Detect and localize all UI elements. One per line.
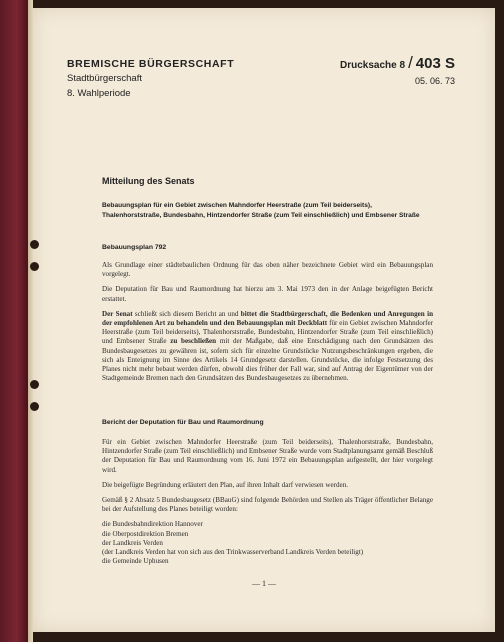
paragraph: Als Grundlage einer städtebaulichen Ordnung für das oben näher bezeichnete Gebiet wird ein Bebauungsplan vorgelegt. (102, 261, 433, 279)
legislative-period: 8. Wahlperiode (67, 88, 131, 99)
punch-hole (30, 262, 39, 271)
drucksache (340, 53, 455, 73)
plan-number: Bebauungsplan 792 (102, 244, 167, 251)
paragraph: Die Deputation für Bau und Raumordnung hat hierzu am 3. Mai 1973 den in der Anlage beigefügten Bericht erstattet. (102, 285, 433, 303)
drucksache-number: 403 S (415, 55, 455, 72)
paragraph: Die beigefügte Begründung erläutert den Plan, auf ihren Inhalt darf verwiesen werden. (102, 480, 349, 489)
punch-hole (30, 402, 39, 411)
drucksache-label: Drucksache 8 (340, 60, 406, 71)
document-subject: Bebauungsplan für ein Gebiet zwischen Mahndorfer Heerstraße (zum Teil beiderseits), Thalenhorststraße, Bundesbahn, Hintzendorfer Straße (zum Teil einschließlich) und Embsener Straße (102, 202, 420, 219)
page-number: — 1 — (252, 579, 276, 588)
authorities-list (102, 520, 433, 566)
divider: / (408, 53, 413, 72)
paragraph: Für ein Gebiet zwischen Mahndorfer Heerstraße (zum Teil beiderseits), Thalenhorststraße, Bundesbahn, Hintzendorfer Straße (zum Teil einschließlich) und Embsener Straße wurde vom Stadtplanungsamt gemäß Beschluß der Deputation für Bau und Raumordnung vom 16. Juni 1972 ein Bebauungsplan aufgestellt, der hier vorgelegt wird. (102, 438, 433, 474)
binder-strip (0, 0, 28, 642)
document-page (33, 8, 495, 632)
document-date: 05. 06. 73 (414, 76, 455, 86)
paragraph: Gemäß § 2 Absatz 5 Bundesbaugesetz (BBauG) sind folgende Behörden und Stellen als Träger öffentlicher Belange bei der Aufstellung des Planes beteiligt worden: (102, 496, 433, 514)
report-body (102, 438, 433, 566)
list-item: (der Landkreis Verden hat von sich aus den Trinkwasserverband Landkreis Verden beteiligt) (102, 548, 364, 557)
paragraph: Der Senat schließt sich diesem Bericht an und bittet die Stadtbürgerschaft, die Bedenken und Anregungen in der empfohlenen Art zu behandeln und den Bebauungsplan mit Deckblatt für ein Gebiet zwischen Mahndorfer Heerstraße (zum Teil beiderseits), Thalenhorststraße, Bundesbahn, Hintzendorfer Straße (zum Teil einschließlich) und Embsener Straße zu beschließen mit der Maßgabe, daß eine Entschädigung nach den Grundsätzen des Bundesbaugesetzes zu gewähren ist, sofern sich für einzelne Grundstücke Nutzungsbeschränkungen ergeben, die sich als Enteignung im Sinne des Artikels 14 Grundgesetz darstellen. Grundstücke, die infolge Festsetzung des Planes nicht mehr bebaut werden dürfen, obwohl dies früher der Fall war, sind auf Antrag der Eigentümer von der Stadtgemeinde Bremen nach den Grundsätzen des Bundesbaugesetzes zu übernehmen. (102, 309, 434, 383)
intro-body (102, 261, 433, 389)
list-item: die Gemeinde Uphusen (102, 557, 169, 566)
list-item: der Landkreis Verden (102, 538, 163, 547)
list-item: die Oberpostdirektion Bremen (102, 529, 189, 538)
punch-hole (30, 240, 39, 249)
list-item: die Bundesbahndirektion Hannover (102, 520, 203, 529)
document-title: Mitteilung des Senats (102, 176, 195, 186)
section-heading: Bericht der Deputation für Bau und Raumordnung (102, 419, 264, 426)
org-subtitle: Stadtbürgerschaft (67, 73, 142, 84)
org-name: BREMISCHE BÜRGERSCHAFT (67, 58, 235, 70)
punch-hole (30, 380, 39, 389)
